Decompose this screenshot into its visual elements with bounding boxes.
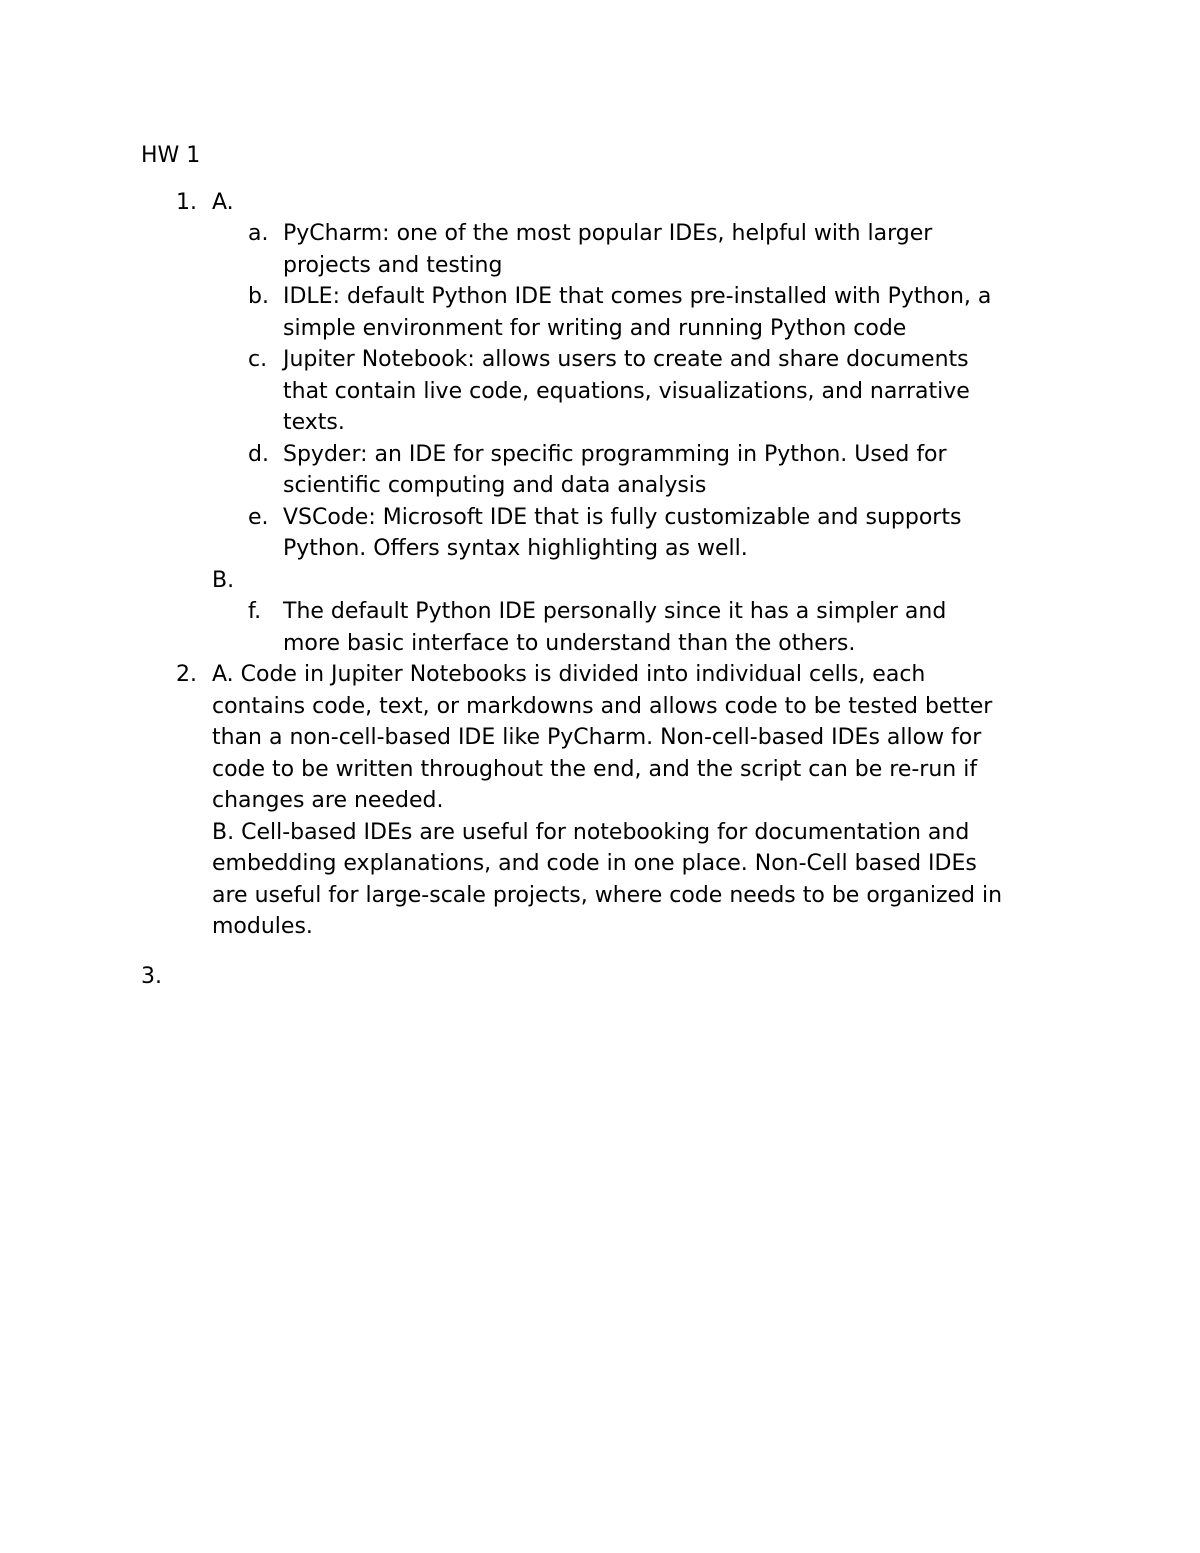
list-item-line: IDLE: default Python IDE that comes pre-installed with Python, a (283, 284, 992, 309)
q3-number: 3. (141, 964, 162, 989)
q2-line: contains code, text, or markdowns and allows code to be tested better (212, 694, 993, 719)
list-item-line: that contain live code, equations, visualizations, and narrative (283, 379, 970, 404)
q2-number: 2. (176, 662, 197, 687)
q2-line: modules. (212, 914, 313, 939)
q2-line: code to be written throughout the end, and the script can be re-run if (212, 757, 978, 782)
list-item-letter: c. (248, 347, 268, 372)
q1-part-a-label: A. (212, 190, 234, 215)
list-item-line: scientific computing and data analysis (283, 473, 707, 498)
q2-line: are useful for large-scale projects, where code needs to be organized in (212, 883, 1003, 908)
q2-line: B. Cell-based IDEs are useful for notebooking for documentation and (212, 820, 970, 845)
list-item-letter: a. (248, 221, 269, 246)
q2-line: than a non-cell-based IDE like PyCharm. Non-cell-based IDEs allow for (212, 725, 982, 750)
q1-part-b-label: B. (212, 568, 235, 593)
list-item-letter: b. (248, 284, 269, 309)
list-item-line: Spyder: an IDE for specific programming in Python. Used for (283, 442, 947, 467)
list-item-letter: f. (248, 599, 262, 624)
q2-line: A. Code in Jupiter Notebooks is divided into individual cells, each (212, 662, 926, 687)
list-item-letter: d. (248, 442, 269, 467)
list-item-line: VSCode: Microsoft IDE that is fully customizable and supports (283, 505, 962, 530)
q1-number: 1. (176, 190, 197, 215)
list-item-line: texts. (283, 410, 345, 435)
list-item-line: The default Python IDE personally since it has a simpler and (283, 599, 947, 624)
list-item-line: Python. Offers syntax highlighting as well. (283, 536, 748, 561)
list-item-line: PyCharm: one of the most popular IDEs, helpful with larger (283, 221, 933, 246)
q2-line: changes are needed. (212, 788, 444, 813)
q2-line: embedding explanations, and code in one place. Non-Cell based IDEs (212, 851, 977, 876)
document-title: HW 1 (141, 143, 201, 168)
list-item-line: more basic interface to understand than the others. (283, 631, 856, 656)
list-item-line: Jupiter Notebook: allows users to create and share documents (283, 347, 969, 372)
list-item-line: projects and testing (283, 253, 503, 278)
list-item-letter: e. (248, 505, 269, 530)
list-item-line: simple environment for writing and running Python code (283, 316, 907, 341)
